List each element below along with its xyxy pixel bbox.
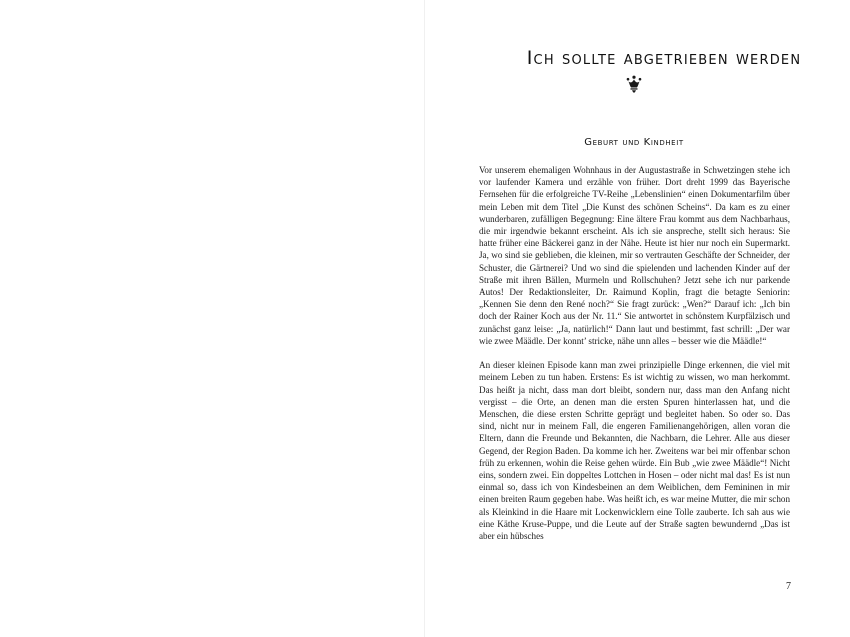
right-page (425, 0, 850, 637)
chapter-title: Ich sollte abgetrieben werden (526, 47, 802, 69)
fleuron-crown-icon (624, 75, 644, 93)
page-number: 7 (786, 581, 791, 592)
section-title: Geburt und Kindheit (584, 137, 684, 148)
body-text (479, 164, 790, 542)
left-page-blank (0, 0, 424, 637)
paragraph: Vor unserem ehemaligen Wohnhaus in der Augustastraße in Schwetzingen stehe ich vor laufender Kamera und erzähle von früher. Dort dreht 1999 das Bayerische Fernsehen für die erfolgreiche TV-Reihe „Lebenslinien“ einen Dokumentarfilm über mein Leben mit dem Titel „Die Kunst des schönen Scheins“. Da kam es zu einer wunderbaren, zufälligen Begegnung: Eine ältere Frau kommt aus dem Nachbarhaus, die mir irgendwie bekannt erscheint. Als ich sie anspreche, stellt sich heraus: Sie hatte früher eine Bäckerei ganz in der Nähe. Heute ist hier nur noch ein Supermarkt. Ja, wo sind sie geblieben, die kleinen, mir so vertrauten Geschäfte der Schneider, der Schuster, die Gärtnerei? Und wo sind die spielenden und lachenden Kinder auf der Straße mit ihren Bällen, Murmeln und Rollschuhen? Jetzt sehe ich nur parkende Autos! Der Redaktionsleiter, Dr. Raimund Koplin, fragt die betagte Seniorin: „Kennen Sie denn den René noch?“ Sie fragt zurück: „Wen?“ Darauf ich: „Ich bin doch der Rainer Koch aus der Nr. 11.“ Sie antwortet in schönstem Kurpfälzisch und zunächst ganz leise: „Ja, natürlich!“ Dann laut und bestimmt, fast schrill: „Der war wie zwee Määdle. Der konnt’ stricke, nähe unn alles – besser wie die Määdle!“ (479, 165, 790, 346)
paragraph: An dieser kleinen Episode kann man zwei prinzipielle Dinge erkennen, die viel mit meinem Leben zu tun haben. Erstens: Es ist wichtig zu wissen, wo man herkommt. Das heißt ja nicht, dass man dort bleibt, sondern nur, dass man den Anfang nicht vergisst – die Orte, an denen man die ersten Spuren hinterlassen hat, und die Menschen, die diese ersten Schritte geprägt und begleitet haben. So oder so. Das sind, nicht nur in meinem Fall, die engeren Familienangehörigen, allen voran die Eltern, dann die Freunde und Bekannten, die Nachbarn, die Lehrer. Alle aus dieser Gegend, der Region Baden. Da komme ich her. Zweitens war bei mir offenbar schon früh zu erkennen, wohin die Reise gehen würde. Ein Bub „wie zwee Määdle“! Nicht eins, sondern zwei. Ein doppeltes Lottchen in Hosen – oder nicht mal das! Es ist nun einmal so, dass ich von Kindesbeinen an dem Weiblichen, dem Femininen in mir einen breiten Raum gegeben habe. Was heißt ich, es war meine Mutter, die mir schon als Kleinkind in die Haare mit Lockenwicklern eine Tolle zauberte. Ich sah aus wie eine Käthe Kruse-Puppe, und die Leute auf der Straße sagten bewundernd „Das ist aber ein hübsches (479, 360, 790, 542)
